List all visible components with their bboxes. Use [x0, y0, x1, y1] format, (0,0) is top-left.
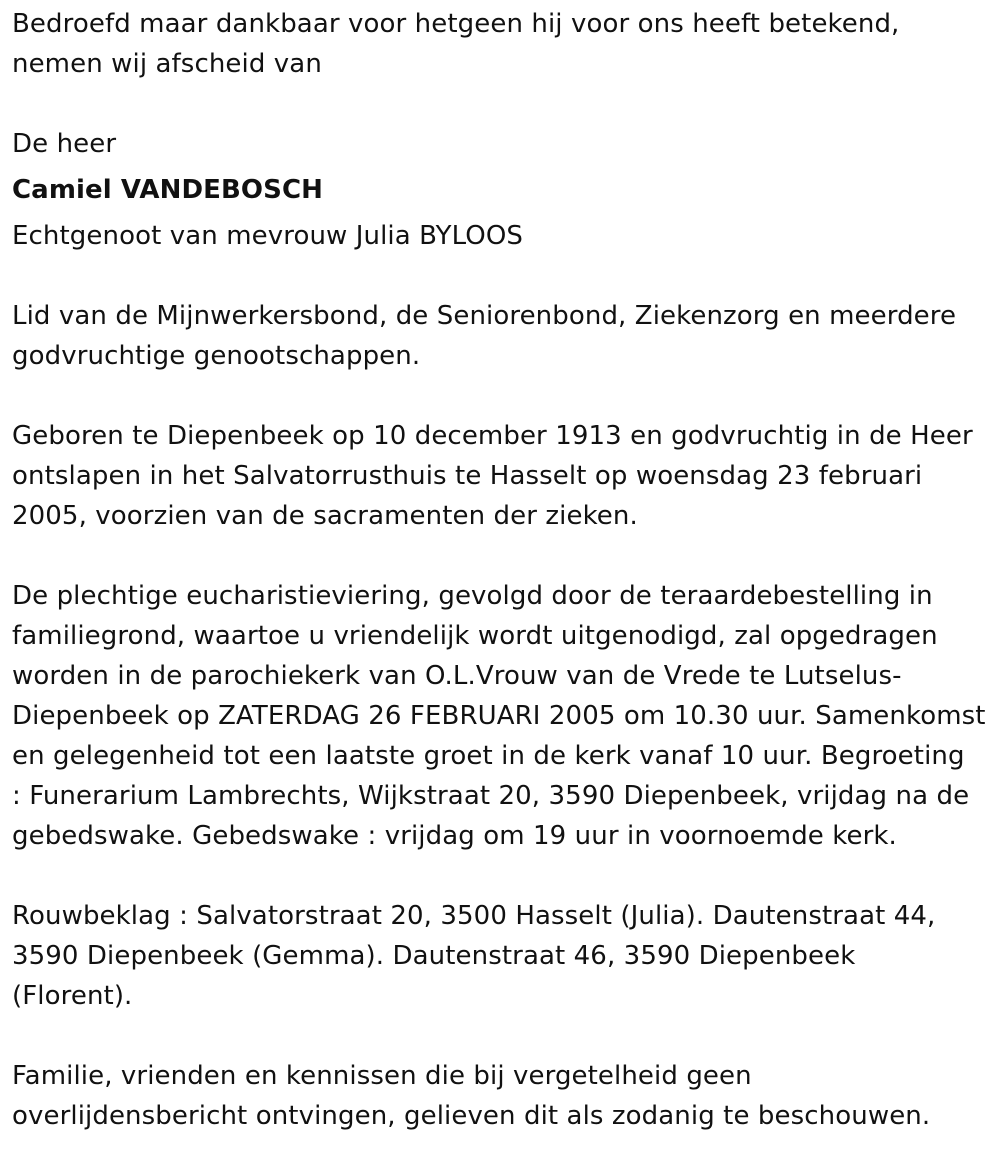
- paragraph-gap: [12, 376, 988, 416]
- intro-line: nemen wij afscheid van: [12, 49, 322, 79]
- spouse-line: Echtgenoot van mevrouw Julia BYLOOS: [12, 221, 524, 251]
- membership-line: Lid van de Mijnwerkersbond, de Seniorenbond, Ziekenzorg en meerdere: [12, 301, 957, 331]
- membership-line: godvruchtige genootschappen.: [12, 341, 421, 371]
- paragraph-gap: [12, 856, 988, 896]
- paragraph-gap: [12, 1016, 988, 1056]
- ceremony-line: en gelegenheid tot een laatste groet in de kerk vanaf 10 uur. Begroeting: [12, 741, 965, 771]
- ceremony-line: worden in de parochiekerk van O.L.Vrouw van de Vrede te Lutselus-: [12, 661, 902, 691]
- mourning-address-line: 3590 Diepenbeek (Gemma). Dautenstraat 46, 3590 Diepenbeek: [12, 941, 856, 971]
- closing-line: overlijdensbericht ontvingen, gelieven dit als zodanig te beschouwen.: [12, 1101, 931, 1131]
- closing-paragraph: [12, 1056, 988, 1136]
- mourning-address-line: Rouwbeklag : Salvatorstraat 20, 3500 Hasselt (Julia). Dautenstraat 44,: [12, 901, 936, 931]
- intro-line: Bedroefd maar dankbaar voor hetgeen hij voor ons heeft betekend,: [12, 9, 900, 39]
- ceremony-line: familiegrond, waartoe u vriendelijk wordt uitgenodigd, zal opgedragen: [12, 621, 938, 651]
- birth-death-paragraph: [12, 416, 988, 536]
- membership-paragraph: [12, 296, 988, 376]
- deceased-name: Camiel VANDEBOSCH: [12, 175, 323, 205]
- salutation: De heer: [12, 129, 117, 159]
- ceremony-paragraph: [12, 576, 988, 856]
- closing-line: Familie, vrienden en kennissen die bij vergetelheid geen: [12, 1061, 752, 1091]
- birth-death-line: Geboren te Diepenbeek op 10 december 1913 en godvruchtig in de Heer: [12, 421, 973, 451]
- ceremony-line: : Funerarium Lambrechts, Wijkstraat 20, 3590 Diepenbeek, vrijdag na de: [12, 781, 970, 811]
- paragraph-gap: [12, 256, 988, 296]
- intro-paragraph: [12, 4, 988, 84]
- birth-death-line: 2005, voorzien van de sacramenten der zieken.: [12, 501, 638, 531]
- mourning-addresses-paragraph: [12, 896, 988, 1016]
- birth-death-line: ontslapen in het Salvatorrusthuis te Hasselt op woensdag 23 februari: [12, 461, 923, 491]
- ceremony-line: Diepenbeek op ZATERDAG 26 FEBRUARI 2005 om 10.30 uur. Samenkomst: [12, 701, 986, 731]
- ceremony-line: De plechtige eucharistieviering, gevolgd door de teraardebestelling in: [12, 581, 933, 611]
- mourning-address-line: (Florent).: [12, 981, 133, 1011]
- paragraph-gap: [12, 84, 988, 124]
- paragraph-gap: [12, 536, 988, 576]
- ceremony-line: gebedswake. Gebedswake : vrijdag om 19 uur in voornoemde kerk.: [12, 821, 897, 851]
